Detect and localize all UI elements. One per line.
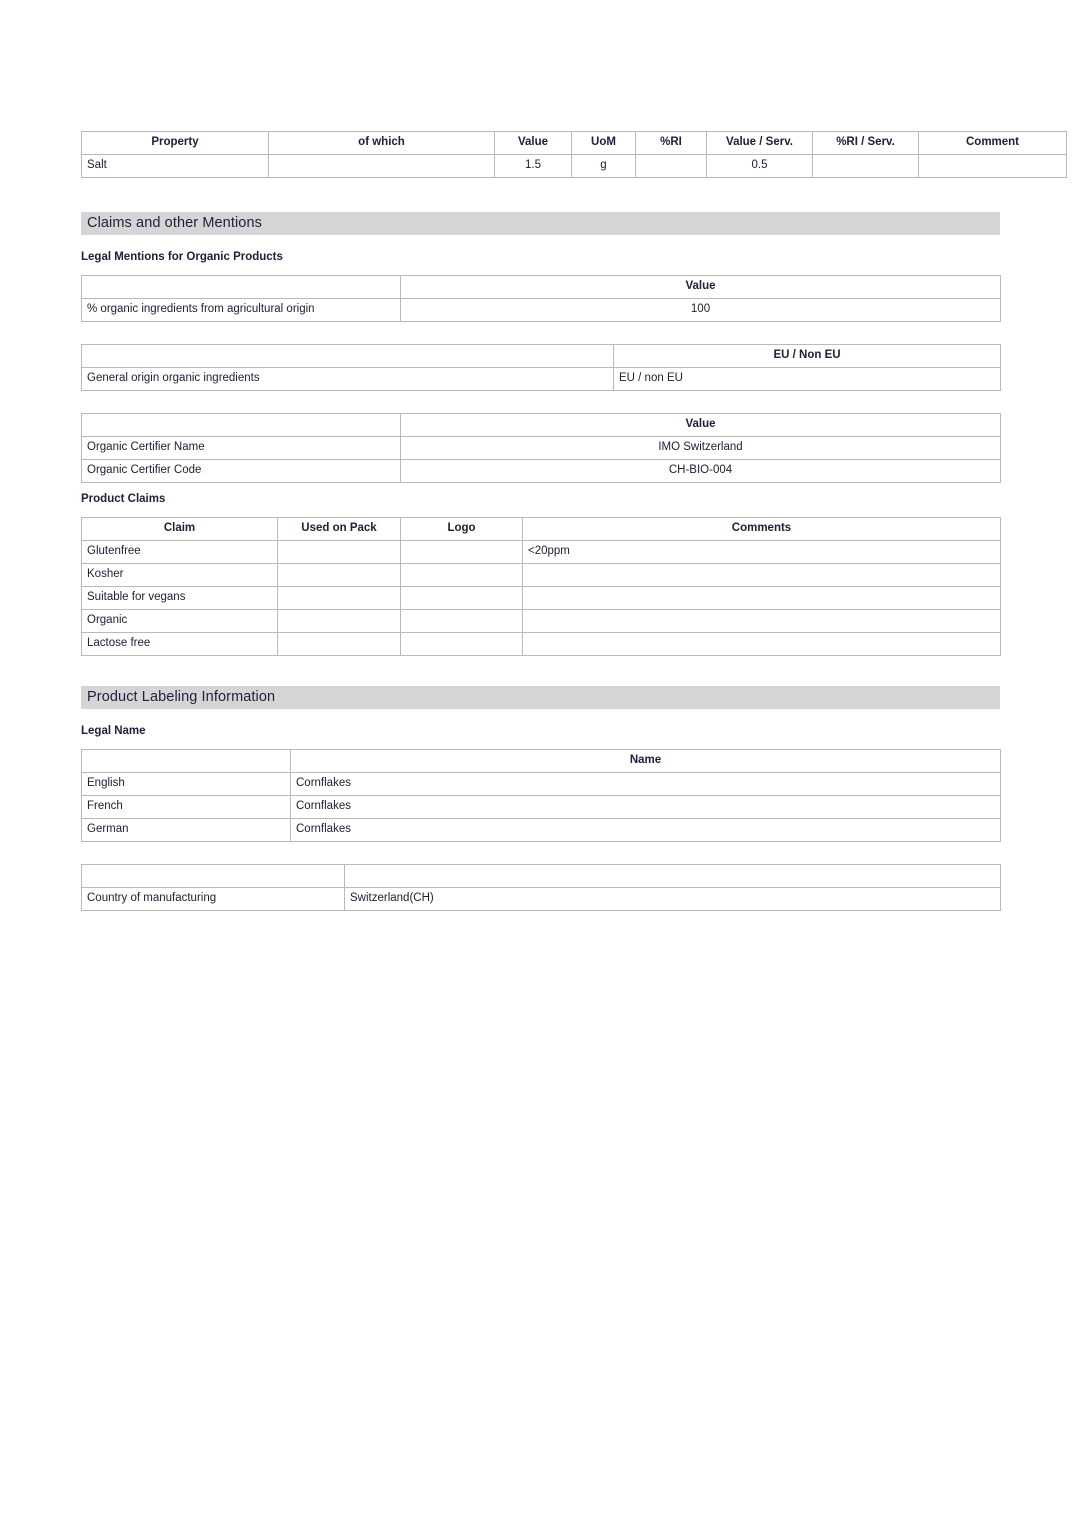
claim-name: Lactose free bbox=[82, 633, 278, 656]
certifier-col-blank bbox=[82, 414, 401, 437]
claim-logo bbox=[401, 610, 523, 633]
claim-used bbox=[278, 610, 401, 633]
organic-percent-value: 100 bbox=[401, 299, 1001, 322]
nutrient-col-value-serv: Value / Serv. bbox=[707, 132, 813, 155]
nutrient-table-clip bbox=[81, 131, 1020, 178]
claim-logo bbox=[401, 633, 523, 656]
table-row bbox=[82, 610, 1001, 633]
table-row bbox=[82, 155, 1067, 178]
table-row bbox=[82, 796, 1001, 819]
nutrient-col-ri: %RI bbox=[636, 132, 707, 155]
nutrient-col-comment: Comment bbox=[919, 132, 1067, 155]
subheading-product-claims: Product Claims bbox=[81, 493, 166, 505]
table-row bbox=[82, 888, 1001, 911]
claim-used bbox=[278, 541, 401, 564]
claim-used bbox=[278, 587, 401, 610]
certifier-name-value: IMO Switzerland bbox=[401, 437, 1001, 460]
product-claims-header-row bbox=[82, 518, 1001, 541]
certifier-name-label: Organic Certifier Name bbox=[82, 437, 401, 460]
manufacturing-label: Country of manufacturing bbox=[82, 888, 345, 911]
table-row bbox=[82, 633, 1001, 656]
origin-label: General origin organic ingredients bbox=[82, 368, 614, 391]
claim-name: Glutenfree bbox=[82, 541, 278, 564]
certifier-code-label: Organic Certifier Code bbox=[82, 460, 401, 483]
claim-comments bbox=[523, 610, 1001, 633]
table-row bbox=[82, 819, 1001, 842]
organic-percent-col-value: Value bbox=[401, 276, 1001, 299]
organic-percent-header-row bbox=[82, 276, 1001, 299]
product-claims-col-claim: Claim bbox=[82, 518, 278, 541]
section-header-labeling: Product Labeling Information bbox=[81, 686, 1000, 709]
claim-used bbox=[278, 564, 401, 587]
legal-name-value: Cornflakes bbox=[291, 796, 1001, 819]
certifier-code-value: CH-BIO-004 bbox=[401, 460, 1001, 483]
legal-name-col-blank bbox=[82, 750, 291, 773]
legal-name-col-name: Name bbox=[291, 750, 1001, 773]
claim-used bbox=[278, 633, 401, 656]
product-claims-col-logo: Logo bbox=[401, 518, 523, 541]
table-row bbox=[82, 541, 1001, 564]
legal-name-language: German bbox=[82, 819, 291, 842]
claim-name: Organic bbox=[82, 610, 278, 633]
nutrient-col-property: Property bbox=[82, 132, 269, 155]
manufacturing-col-blank-right bbox=[345, 865, 1001, 888]
certifier-header-row bbox=[82, 414, 1001, 437]
table-row bbox=[82, 368, 1001, 391]
document-content bbox=[81, 131, 1020, 911]
claim-name: Suitable for vegans bbox=[82, 587, 278, 610]
certifier-table bbox=[81, 413, 1001, 483]
nutrient-col-value: Value bbox=[495, 132, 572, 155]
claim-comments bbox=[523, 564, 1001, 587]
legal-name-language: English bbox=[82, 773, 291, 796]
manufacturing-header-row bbox=[82, 865, 1001, 888]
nutrient-cell-ri bbox=[636, 155, 707, 178]
table-row bbox=[82, 460, 1001, 483]
product-claims-col-comments: Comments bbox=[523, 518, 1001, 541]
legal-name-language: French bbox=[82, 796, 291, 819]
table-row bbox=[82, 299, 1001, 322]
nutrient-col-ri-serv: %RI / Serv. bbox=[813, 132, 919, 155]
origin-table bbox=[81, 344, 1001, 391]
nutrient-cell-value: 1.5 bbox=[495, 155, 572, 178]
nutrient-table-header-row bbox=[82, 132, 1067, 155]
organic-percent-col-blank bbox=[82, 276, 401, 299]
claim-comments bbox=[523, 587, 1001, 610]
nutrient-cell-ri-serv bbox=[813, 155, 919, 178]
nutrient-table bbox=[81, 131, 1067, 178]
nutrient-cell-of-which bbox=[269, 155, 495, 178]
table-row bbox=[82, 587, 1001, 610]
origin-value: EU / non EU bbox=[614, 368, 1001, 391]
nutrient-cell-comment bbox=[919, 155, 1067, 178]
legal-name-header-row bbox=[82, 750, 1001, 773]
legal-name-table bbox=[81, 749, 1001, 842]
legal-name-value: Cornflakes bbox=[291, 819, 1001, 842]
nutrient-cell-property: Salt bbox=[82, 155, 269, 178]
legal-name-value: Cornflakes bbox=[291, 773, 1001, 796]
manufacturing-value: Switzerland(CH) bbox=[345, 888, 1001, 911]
table-row bbox=[82, 437, 1001, 460]
claim-name: Kosher bbox=[82, 564, 278, 587]
section-header-claims: Claims and other Mentions bbox=[81, 212, 1000, 235]
organic-percent-table bbox=[81, 275, 1001, 322]
nutrient-cell-value-serv: 0.5 bbox=[707, 155, 813, 178]
claim-logo bbox=[401, 587, 523, 610]
organic-percent-label: % organic ingredients from agricultural origin bbox=[82, 299, 401, 322]
nutrient-cell-uom: g bbox=[572, 155, 636, 178]
product-claims-table bbox=[81, 517, 1001, 656]
subheading-legal-name: Legal Name bbox=[81, 725, 146, 737]
table-row bbox=[82, 564, 1001, 587]
nutrient-col-uom: UoM bbox=[572, 132, 636, 155]
product-claims-col-used-on-pack: Used on Pack bbox=[278, 518, 401, 541]
manufacturing-col-blank-left bbox=[82, 865, 345, 888]
nutrient-col-of-which: of which bbox=[269, 132, 495, 155]
claim-comments: <20ppm bbox=[523, 541, 1001, 564]
origin-header-row bbox=[82, 345, 1001, 368]
manufacturing-table bbox=[81, 864, 1001, 911]
claim-logo bbox=[401, 541, 523, 564]
certifier-col-value: Value bbox=[401, 414, 1001, 437]
origin-col-blank bbox=[82, 345, 614, 368]
claim-logo bbox=[401, 564, 523, 587]
subheading-legal-mentions: Legal Mentions for Organic Products bbox=[81, 251, 283, 263]
table-row bbox=[82, 773, 1001, 796]
claim-comments bbox=[523, 633, 1001, 656]
origin-col-eu: EU / Non EU bbox=[614, 345, 1001, 368]
